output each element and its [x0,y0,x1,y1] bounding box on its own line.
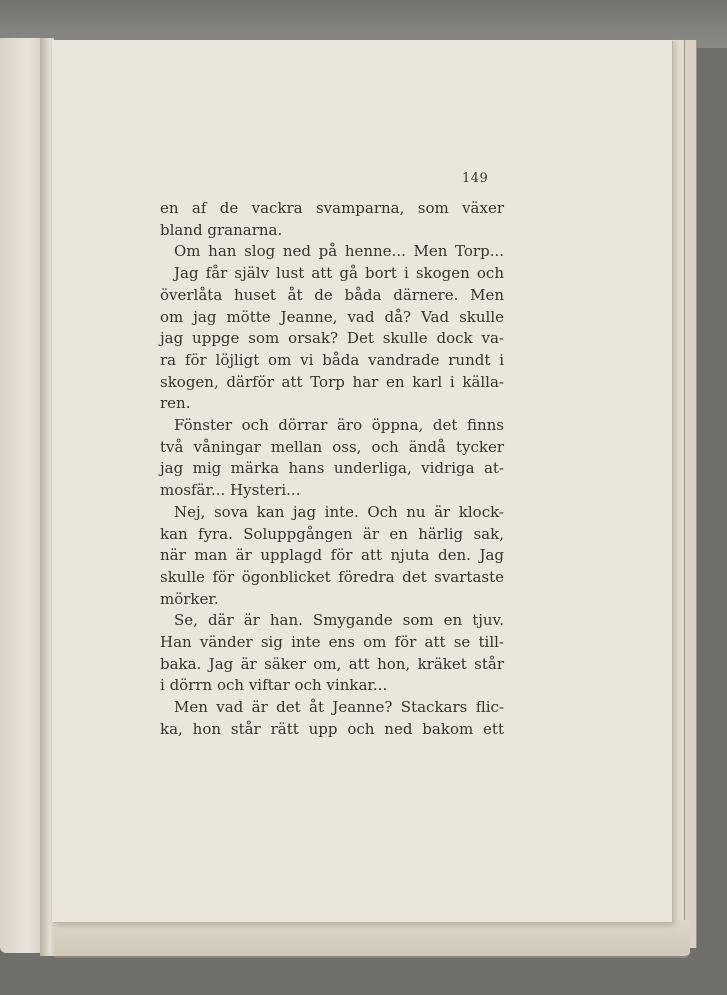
text-line: i dörrn och viftar och vinkar... [160,676,388,695]
body-text [160,198,504,741]
text-line: ren. [160,394,191,413]
right-page [52,40,672,922]
text-line: överlåta huset åt de båda därnere. Men [160,285,504,304]
text-line: Nej, sova kan jag inte. Och nu är klock- [174,502,504,521]
text-line: ka, hon står rätt upp och ned bakom ett [160,719,504,738]
text-line: en af de vackra svamparna, som växer [160,199,504,217]
text-line: Se, där är han. Smygande som en tjuv. [174,611,504,630]
text-line: Jag får själv lust att gå bort i skogen och [174,264,504,283]
text-line: baka. Jag är säker om, att hon, kräket står [160,654,504,673]
text-line: kan fyra. Soluppgången är en härlig sak, [160,524,504,543]
text-line: skogen, därför att Torp har en karl i källa- [160,372,504,391]
text-line: jag mig märka hans underliga, vidriga at- [160,459,504,478]
page-bottom-edges [54,920,690,958]
text-line: om jag mötte Jeanne, vad då? Vad skulle [160,307,504,326]
text-line: mosfär... Hysteri... [160,481,301,500]
text-line: när man är upplagd för att njuta den. Jag [160,546,504,565]
text-line: två våningar mellan oss, och ändå tycker [160,437,504,456]
text-line: jag uppge som orsak? Det skulle dock va- [160,329,504,348]
text-line: mörker. [160,589,219,608]
text-line: Han vänder sig inte ens om för att se till- [160,633,504,652]
text-line: ra för löjligt om vi båda vandrade rundt i [160,350,504,369]
page-number: 149 [462,171,489,186]
text-line: bland granarna. [160,220,283,239]
text-line: skulle för ögonblicket föredra det svartaste [160,567,504,586]
page-stack-edge-inner [670,40,685,952]
text-line: Fönster och dörrar äro öppna, det finns [174,416,504,435]
text-line: Om han slog ned på henne... Men Torp... [174,242,504,261]
text-line: Men vad är det åt Jeanne? Stackars flic- [174,698,504,717]
